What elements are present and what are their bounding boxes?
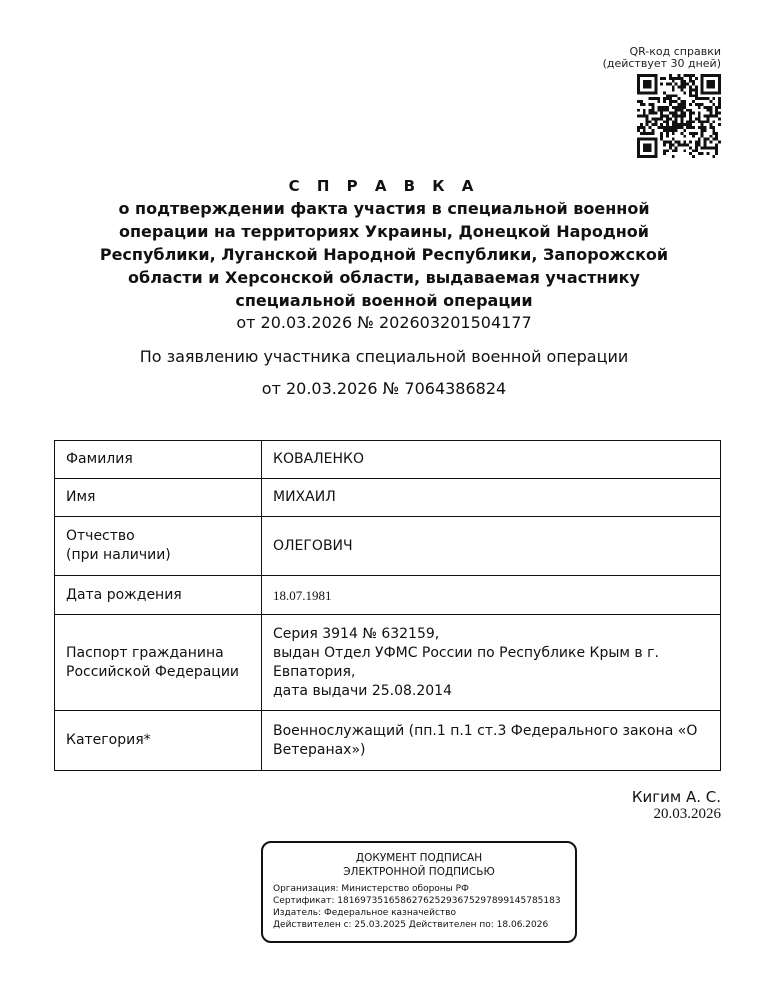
row-value: ОЛЕГОВИЧ [262, 517, 721, 576]
application-line: По заявлению участника специальной военной операции [139, 347, 629, 366]
passport-issuer: выдан Отдел УФМС России по Республике Крым в г. Евпатория, [273, 644, 659, 680]
row-label: Фамилия [55, 441, 262, 479]
table-row-category [55, 711, 721, 771]
table-row-patronymic [55, 517, 721, 576]
row-label: Дата рождения [55, 576, 262, 615]
row-value: КОВАЛЕНКО [262, 441, 721, 479]
row-label-line2: (при наличии) [66, 547, 171, 563]
qr-caption-line2: (действует 30 дней) [602, 57, 721, 70]
row-value: 18.07.1981 [262, 576, 721, 615]
passport-issue-date: дата выдачи 25.08.2014 [273, 682, 452, 699]
signer-name: Кигим А. С. [631, 788, 721, 806]
qr-block [603, 46, 721, 158]
electronic-signature-stamp [261, 841, 577, 943]
table-row-name [55, 479, 721, 517]
row-label-line1: Отчество [66, 528, 135, 544]
qr-caption-line1: QR-код справки [629, 45, 721, 58]
stamp-organization: Организация: Министерство обороны РФ [273, 884, 469, 894]
table-row-passport [55, 615, 721, 711]
document-number: от 20.03.2026 № 202603201504177 [236, 313, 532, 332]
row-label: Категория* [55, 711, 262, 771]
stamp-certificate: Сертификат: 181697351658627625293675297899145785183 [273, 896, 561, 906]
qr-code-icon [637, 74, 721, 158]
row-value [262, 615, 721, 711]
personal-info-table [54, 440, 721, 771]
signer-date: 20.03.2026 [653, 806, 721, 822]
row-label: Имя [55, 479, 262, 517]
row-value: Военнослужащий (пп.1 п.1 ст.3 Федерального закона «О Ветеранах») [262, 711, 721, 771]
document-title: С П Р А В К А [288, 177, 480, 195]
document-subtitle: о подтверждении факта участия в специальной военной операции на территориях Украины, Донецкой Народной Республики, Луганской Народной Республики, Запорожской области и Херсонской области, выдаваемая участнику специальной военной операции [99, 199, 669, 310]
stamp-heading-line2: ЭЛЕКТРОННОЙ ПОДПИСЬЮ [343, 866, 495, 878]
stamp-validity: Действителен с: 25.03.2025 Действителен по: 18.06.2026 [273, 920, 549, 930]
table-row-surname [55, 441, 721, 479]
row-value: МИХАИЛ [262, 479, 721, 517]
application-number: от 20.03.2026 № 7064386824 [261, 379, 507, 398]
table-row-birthdate [55, 576, 721, 615]
document-header [0, 175, 768, 400]
stamp-issuer: Издатель: Федеральное казначейство [273, 908, 456, 918]
row-label [55, 517, 262, 576]
stamp-heading-line1: ДОКУМЕНТ ПОДПИСАН [355, 852, 483, 864]
row-label: Паспорт гражданина Российской Федерации [55, 615, 262, 711]
passport-series: Серия 3914 № 632159, [273, 625, 440, 642]
signer-block [632, 788, 721, 823]
